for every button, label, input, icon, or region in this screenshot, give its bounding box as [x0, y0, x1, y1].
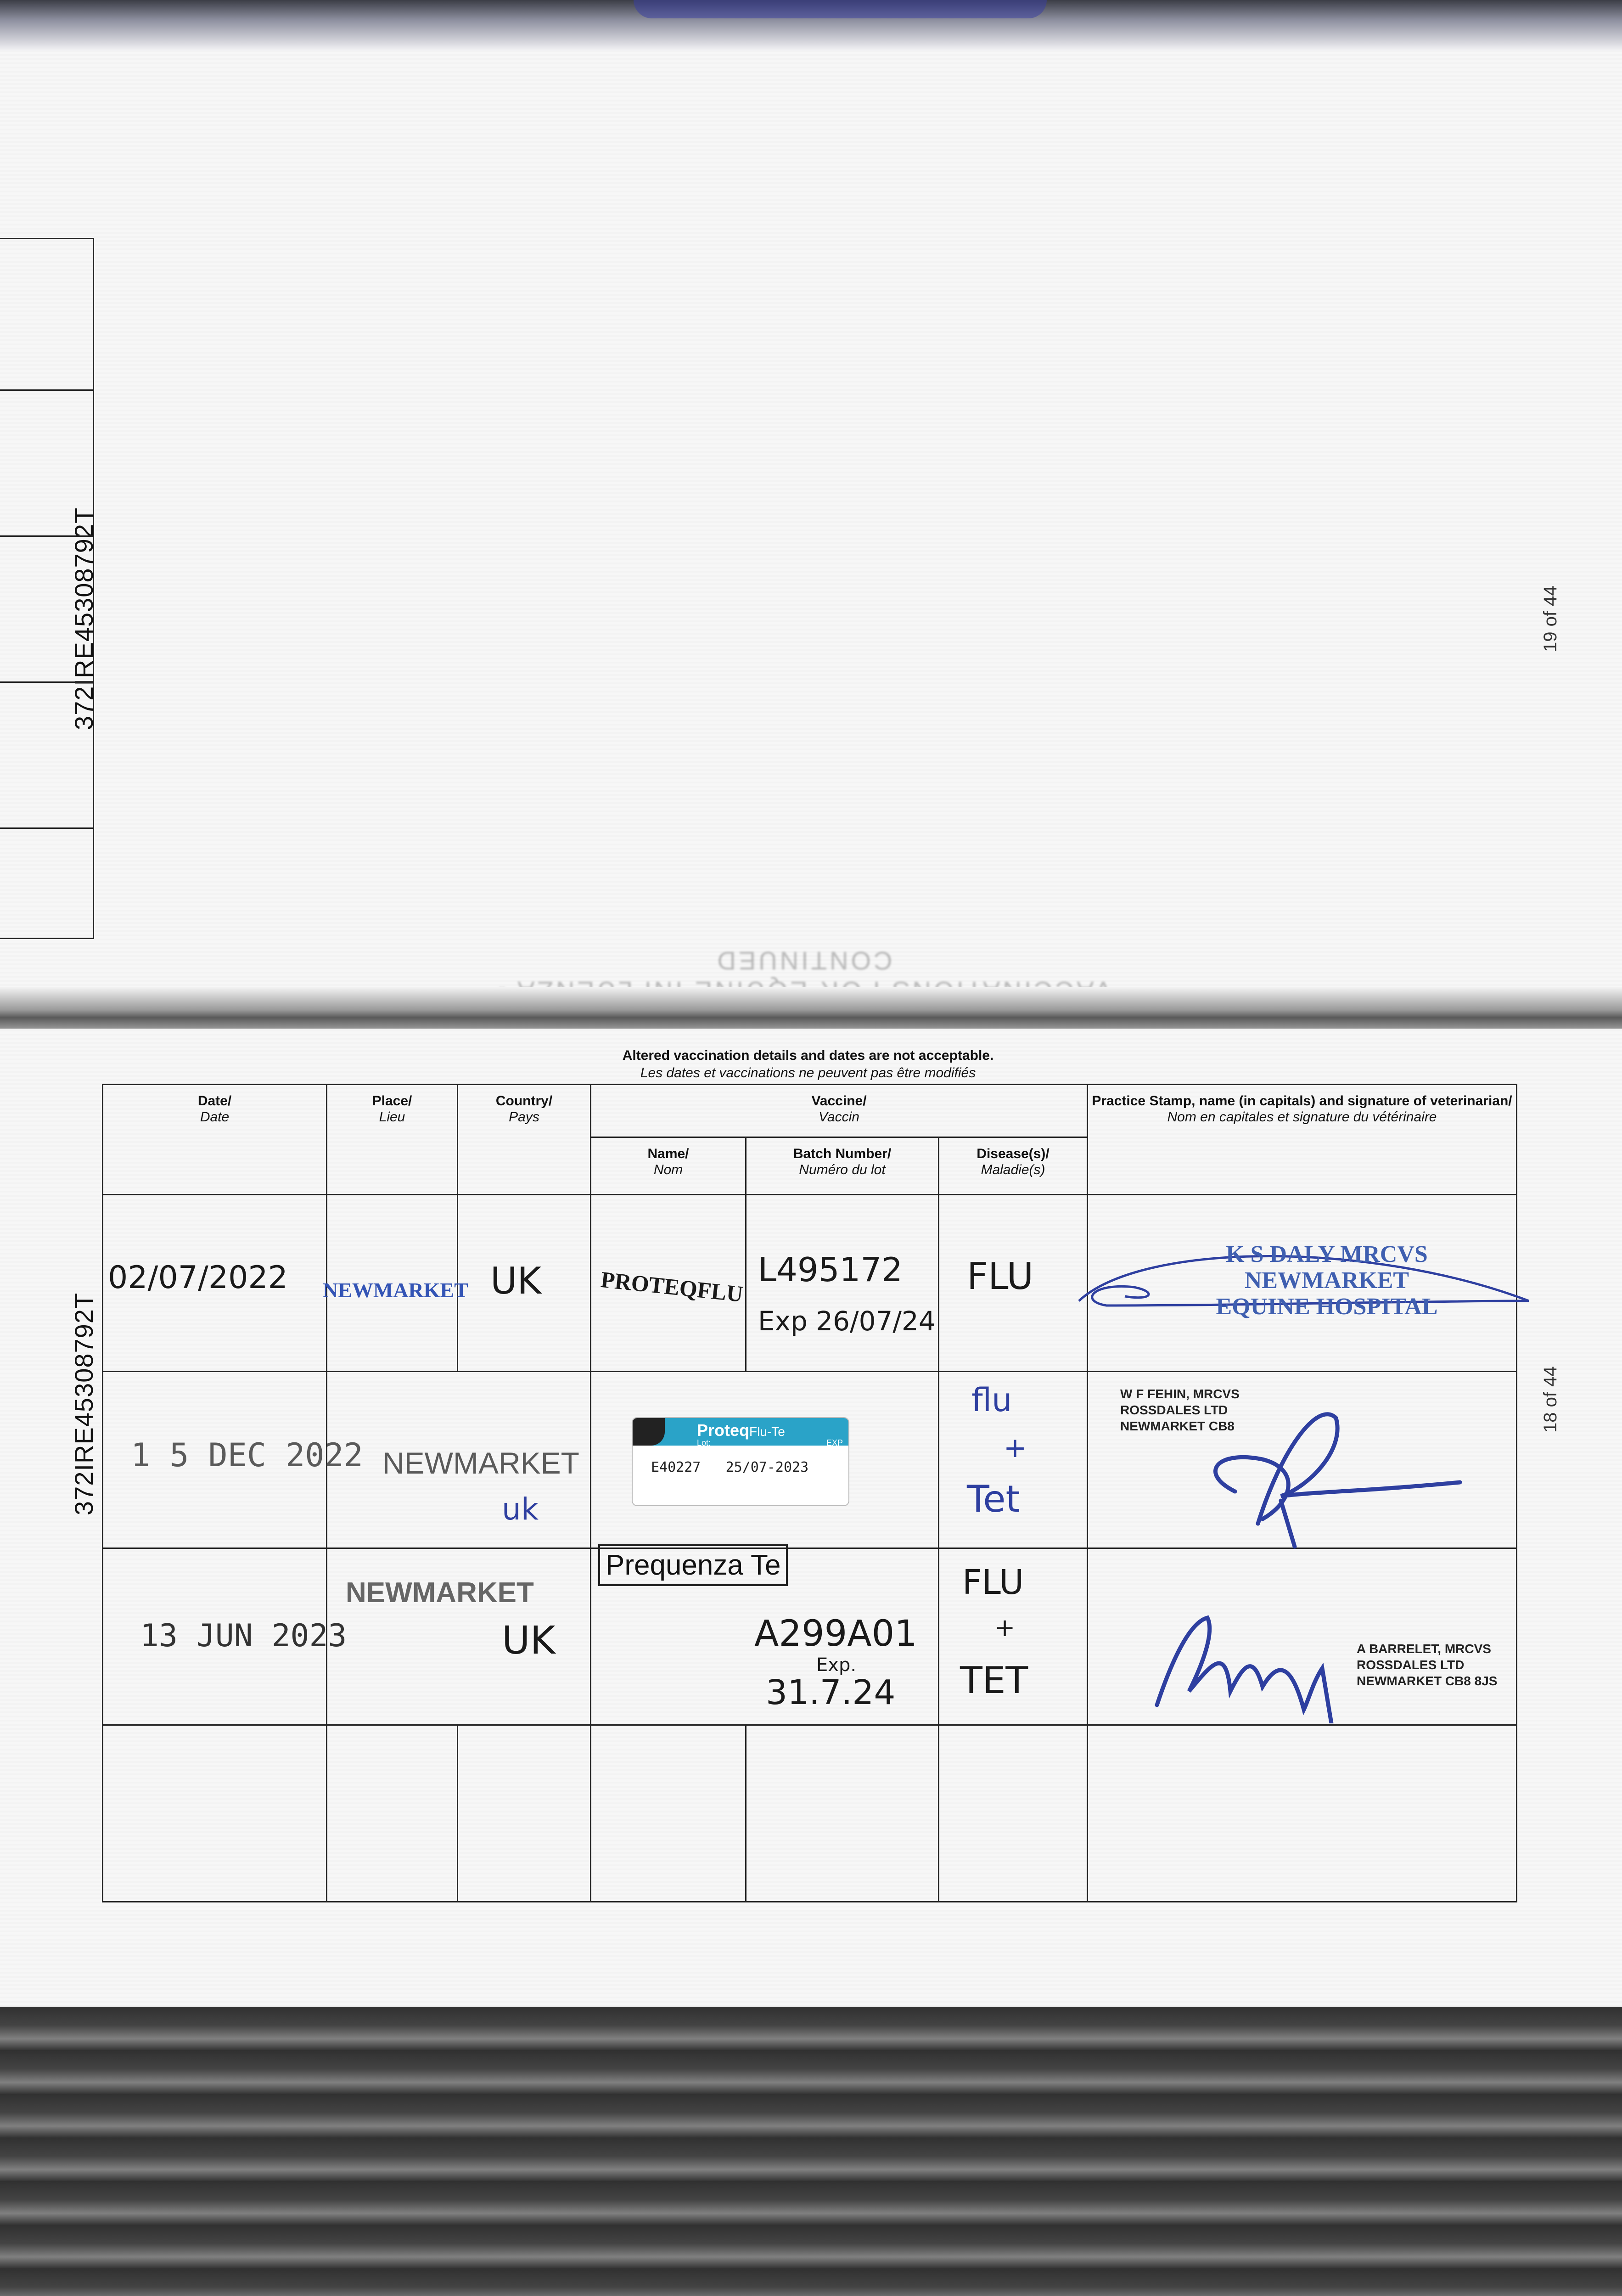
row2-date: 1 5 DEC 2022 — [131, 1436, 363, 1474]
row2-vaccine-label-cell — [591, 1372, 939, 1548]
row1-batch-cell — [746, 1195, 939, 1372]
row3-place-country-cell — [327, 1548, 591, 1725]
row1-disease: FLU — [967, 1255, 1034, 1298]
upper-row-cell — [0, 682, 94, 828]
row2-country: uk — [502, 1491, 539, 1527]
row2-signature-icon — [1143, 1381, 1465, 1556]
row3-batch: A299A01 — [754, 1613, 917, 1654]
row2-vet-line3: NEWMARKET CB8 — [1120, 1419, 1235, 1433]
header-batch: Batch Number/ Numéro du lot — [746, 1137, 939, 1195]
row2-place-country-cell — [327, 1372, 591, 1548]
row1-batch: L495172 — [758, 1250, 903, 1289]
lower-notice — [413, 1047, 1203, 1081]
ghost-heading: CONTINUED — [714, 946, 892, 975]
sticker-brand: ProteqFlu-Te — [697, 1421, 785, 1440]
header-disease: Disease(s)/ Maladie(s) — [939, 1137, 1088, 1195]
header-date: Date/ Date — [103, 1085, 327, 1195]
page-number-upper: 19 of 44 — [1540, 585, 1560, 652]
header-stamp: Practice Stamp, name (in capitals) and signature of veterinarian/ Nom en capitales et signature du vétérinaire — [1088, 1085, 1517, 1195]
row3-signature-icon — [1139, 1572, 1368, 1723]
empty-cell — [327, 1725, 458, 1902]
upper-row-cell — [0, 536, 94, 682]
row2-disease-plus: + — [1004, 1432, 1027, 1464]
row2-vet-cell — [1088, 1372, 1517, 1548]
table-row — [103, 1548, 1517, 1725]
lower-vaccination-table — [102, 1084, 1517, 1902]
row1-country-cell — [458, 1195, 591, 1372]
table-row — [103, 1372, 1517, 1548]
row3-name: Prequenza Te — [598, 1544, 788, 1586]
row3-disease-2: TET — [960, 1659, 1028, 1702]
row3-place: NEWMARKET — [346, 1577, 534, 1609]
row3-vet-line2: ROSSDALES LTD — [1357, 1658, 1465, 1672]
row1-vet-line2: NEWMARKET — [1244, 1267, 1409, 1294]
scan-top-edge — [0, 0, 1622, 51]
row1-vet-cell — [1088, 1195, 1517, 1372]
row3-vet-line1: A BARRELET, MRCVS — [1357, 1642, 1491, 1656]
upper-page — [0, 51, 1622, 1015]
row3-disease-1: FLU — [962, 1563, 1024, 1602]
table-row — [103, 1195, 1517, 1372]
row2-date-cell — [103, 1372, 363, 1548]
sticker-values: E40227 25/07-2023 — [651, 1459, 809, 1475]
row3-date-cell — [103, 1548, 347, 1725]
row3-vaccine-cell — [591, 1548, 939, 1725]
header-date — [0, 828, 94, 939]
upper-vaccination-table — [0, 238, 94, 939]
row3-country: UK — [502, 1618, 556, 1663]
row2-vaccine-sticker — [633, 1418, 848, 1505]
row3-disease-plus: + — [994, 1613, 1016, 1642]
row1-place: NEWMARKET — [323, 1278, 468, 1302]
scan-top-tab — [634, 0, 1047, 18]
row2-place: NEWMARKET — [382, 1446, 579, 1480]
table-row — [103, 1725, 1517, 1902]
passport-id-upper: 372IRE45308792T — [69, 507, 98, 730]
row2-disease-2: Tet — [967, 1478, 1020, 1520]
empty-cell — [458, 1725, 591, 1902]
row1-vet-line3: EQUINE HOSPITAL — [1216, 1294, 1438, 1320]
row3-batch-exp-label: Exp. — [816, 1654, 857, 1676]
row1-date: 02/07/2022 — [108, 1260, 288, 1296]
row1-name: PROTEQFLU — [599, 1266, 745, 1307]
scan-bottom-edge — [0, 2007, 1622, 2296]
empty-cell — [1088, 1725, 1517, 1902]
empty-cell — [591, 1725, 746, 1902]
empty-cell — [939, 1725, 1088, 1902]
row2-vet-line2: ROSSDALES LTD — [1120, 1403, 1228, 1417]
upper-row-cell — [0, 390, 94, 536]
upper-row-cell — [0, 239, 94, 390]
row1-date-cell — [103, 1195, 327, 1372]
sticker-exp-caption: EXP — [826, 1438, 843, 1447]
row2-vet-line1: W F FEHIN, MRCVS — [1120, 1387, 1240, 1401]
sticker-logo-icon — [633, 1418, 665, 1446]
header-place: Place/ Lieu — [327, 1085, 458, 1195]
row1-batch-exp: Exp 26/07/24 — [758, 1306, 936, 1337]
row1-vet-line1: K S DALY MRCVS — [1226, 1241, 1428, 1267]
upper-table-rotated — [0, 117, 94, 939]
row3-date: 13 JUN 2023 — [140, 1618, 347, 1654]
row1-name-cell — [591, 1195, 746, 1372]
row3-vet-cell — [1088, 1548, 1517, 1725]
row3-vet-line3: NEWMARKET CB8 8JS — [1357, 1674, 1498, 1688]
lower-notice-bold: Altered vaccination details and dates are not acceptable. — [622, 1048, 994, 1063]
passport-id-lower: 372IRE45308792T — [69, 1292, 98, 1515]
sticker-lot-caption: Lot: — [697, 1438, 711, 1447]
row3-batch-exp: 31.7.24 — [766, 1673, 896, 1712]
header-name: Name/ Nom — [591, 1137, 746, 1195]
row1-place-cell — [323, 1195, 468, 1372]
row3-vet-stamp — [1357, 1641, 1497, 1689]
row3-disease-cell — [939, 1548, 1088, 1725]
header-vaccine: Vaccine/ Vaccin — [591, 1085, 1088, 1137]
row2-disease-1: flu — [971, 1381, 1012, 1419]
row1-vet-stamp — [1198, 1241, 1455, 1320]
empty-cell — [103, 1725, 327, 1902]
row2-disease-cell — [939, 1372, 1088, 1548]
header-country: Country/ Pays — [458, 1085, 591, 1195]
page-number-lower: 18 of 44 — [1540, 1366, 1560, 1433]
lower-notice-fr: Les dates et vaccinations ne peuvent pas être modifiés — [640, 1065, 976, 1080]
row1-country: UK — [490, 1260, 542, 1302]
empty-cell — [746, 1725, 939, 1902]
